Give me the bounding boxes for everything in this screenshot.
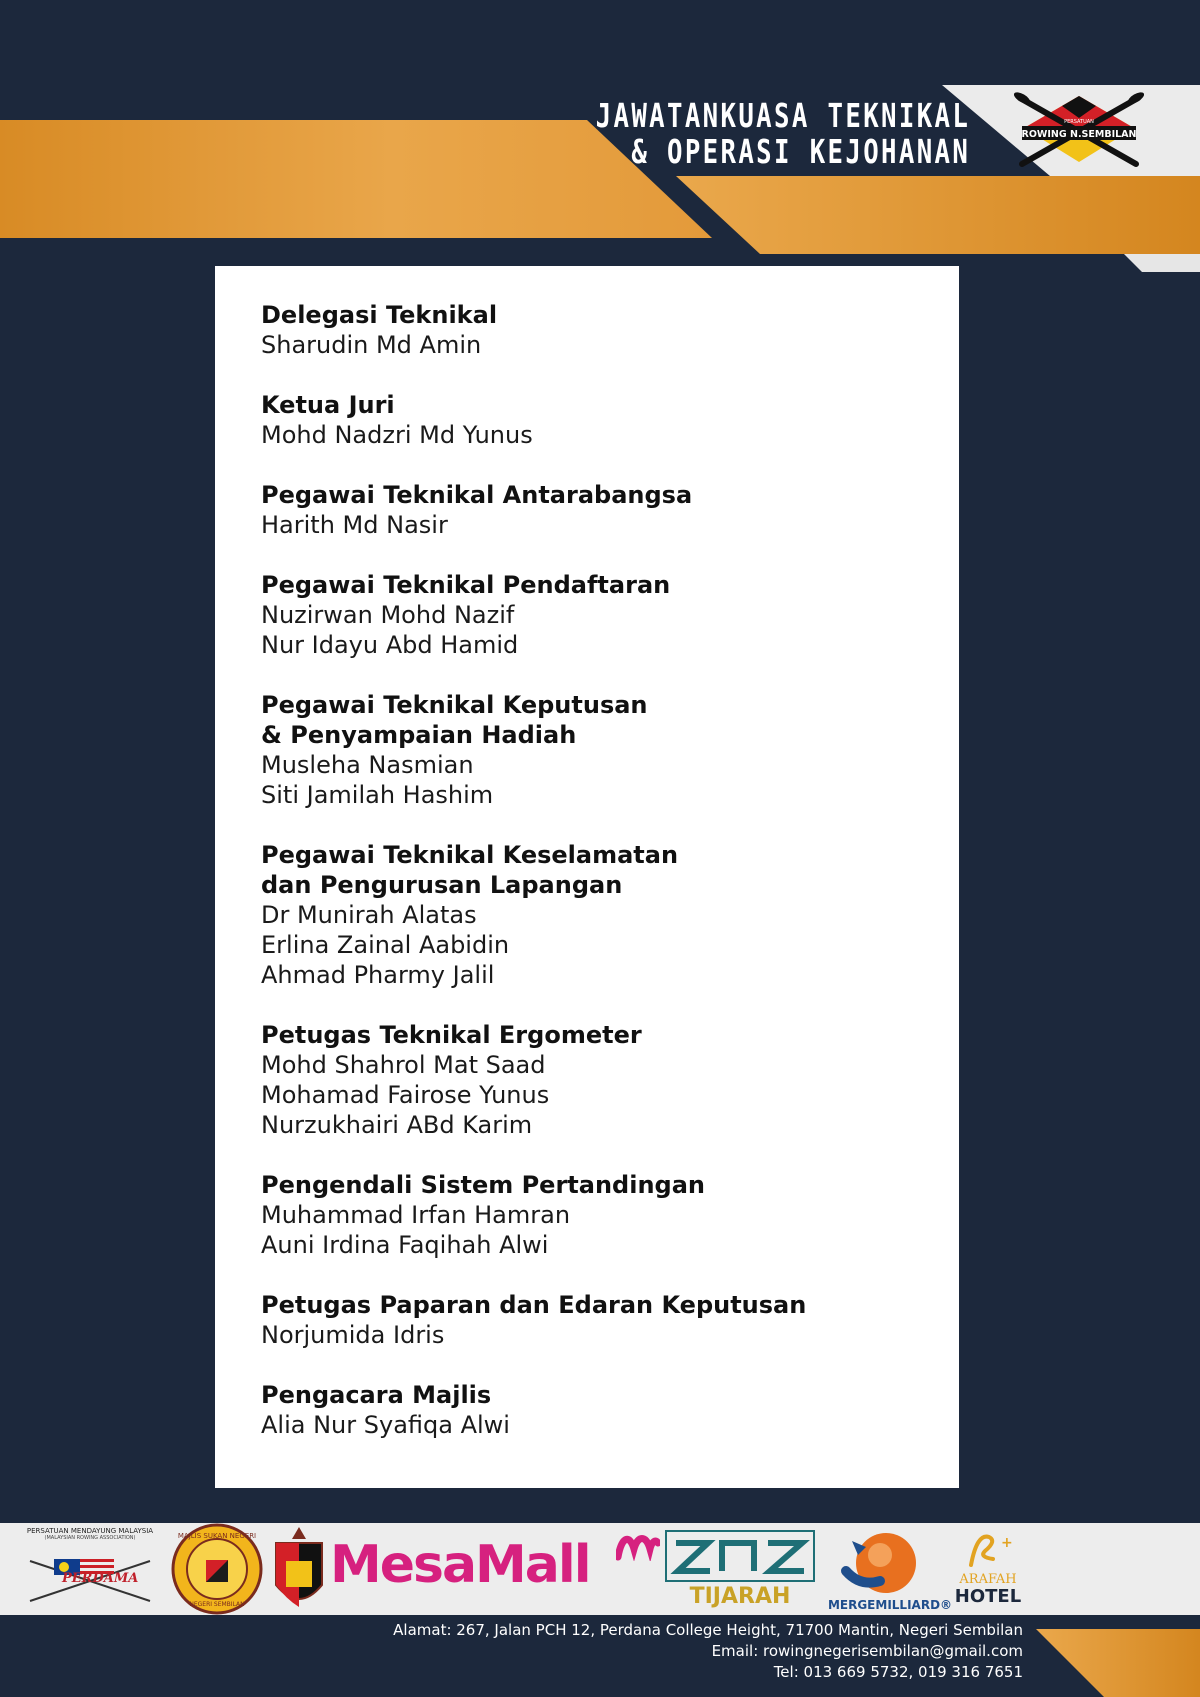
mesamall-m-mark (616, 1531, 660, 1561)
member-name: Sharudin Md Amin (261, 331, 482, 359)
section-title: Pegawai Teknikal Pendaftaran (261, 571, 671, 599)
perdama-name: PERDAMA (62, 1571, 139, 1586)
committee-section (261, 1380, 941, 1440)
committee-section (261, 480, 941, 540)
committee-section (261, 690, 941, 810)
member-name: Mohd Nadzri Md Yunus (261, 421, 533, 449)
committee-list (261, 300, 941, 1470)
header-title-line1: JAWATANKUASA TEKNIKAL (595, 96, 970, 135)
section-title: Delegasi Teknikal (261, 301, 498, 329)
member-name: Nuzirwan Mohd Nazif (261, 601, 515, 629)
member-name: Alia Nur Syafiqa Alwi (261, 1411, 510, 1439)
header-title-line2: & OPERASI KEJOHANAN (631, 132, 970, 171)
mergemilliard-logo (820, 1525, 960, 1613)
orange-band-right (676, 176, 1200, 254)
perdama-sub-text: (MALAYSIAN ROWING ASSOCIATION) (44, 1535, 136, 1541)
footer-tel: Tel: 013 669 5732, 019 316 7651 (773, 1663, 1023, 1681)
perdama-logo (10, 1527, 170, 1613)
footer-address: Alamat: 267, Jalan PCH 12, Perdana College Height, 71700 Mantin, Negeri Sembilan (393, 1621, 1023, 1639)
member-name: Norjumida Idris (261, 1321, 445, 1349)
member-name: Dr Munirah Alatas (261, 901, 477, 929)
mergemilliard-text: MERGEMILLIARD® (827, 1598, 953, 1612)
footer-email[interactable]: Email: rowingnegerisembilan@gmail.com (711, 1642, 1023, 1660)
footer-contact (393, 1620, 1023, 1683)
arafah-hotel-logo (948, 1529, 1028, 1613)
member-name: Musleha Nasmian (261, 751, 474, 779)
section-title: Pengendali Sistem Pertandingan (261, 1171, 705, 1199)
rowing-ns-logo (1014, 92, 1144, 176)
logo-small-text: PERSATUAN (1064, 119, 1094, 125)
sponsor-strip (0, 1523, 1200, 1615)
hotel-text: HOTEL (954, 1586, 1022, 1607)
tijarah-logo (664, 1529, 816, 1609)
member-name: Erlina Zainal Aabidin (261, 931, 510, 959)
member-name: Nur Idayu Abd Hamid (261, 631, 519, 659)
section-title: Petugas Paparan dan Edaran Keputusan (261, 1291, 807, 1319)
msn-seal (170, 1522, 264, 1616)
arafah-text: ARAFAH (959, 1572, 1017, 1587)
svg-text:+: + (1001, 1535, 1013, 1551)
header-title (595, 98, 970, 170)
committee-section (261, 300, 941, 360)
section-title: Pegawai Teknikal Keputusan & Penyampaian Hadiah (261, 691, 648, 749)
white-band-small (1124, 254, 1200, 272)
arafah-mark-icon (963, 1529, 1013, 1569)
tijarah-text: TIJARAH (689, 1584, 791, 1609)
committee-section (261, 1290, 941, 1350)
section-title: Pengacara Majlis (261, 1381, 492, 1409)
section-title: Ketua Juri (261, 391, 395, 419)
member-name: Muhammad Irfan Hamran (261, 1201, 571, 1229)
committee-section (261, 1020, 941, 1140)
member-name: Harith Md Nasir (261, 511, 448, 539)
section-title: Petugas Teknikal Ergometer (261, 1021, 642, 1049)
section-title: Pegawai Teknikal Keselamatan dan Pengurusan Lapangan (261, 841, 679, 899)
committee-section (261, 570, 941, 660)
committee-section (261, 390, 941, 450)
msn-bottom-text: NEGERI SEMBILAN (189, 1601, 245, 1608)
msn-top-text: MAJLIS SUKAN NEGERI (177, 1532, 257, 1540)
committee-section (261, 1170, 941, 1260)
content-card (215, 266, 959, 1488)
member-name: Siti Jamilah Hashim (261, 781, 494, 809)
member-name: Mohamad Fairose Yunus (261, 1081, 550, 1109)
member-name: Ahmad Pharmy Jalil (261, 961, 495, 989)
mesamall-logo (330, 1535, 590, 1595)
negeri-sembilan-shield (272, 1525, 326, 1615)
member-name: Mohd Shahrol Mat Saad (261, 1051, 546, 1079)
committee-section (261, 840, 941, 990)
member-name: Nurzukhairi ABd Karim (261, 1111, 533, 1139)
logo-main-text: ROWING N.SEMBILAN (1021, 129, 1137, 140)
member-name: Auni Irdina Faqihah Alwi (261, 1231, 549, 1259)
section-title: Pegawai Teknikal Antarabangsa (261, 481, 693, 509)
mesamall-text: MesaMall (330, 1535, 590, 1595)
footer-corner-accent (1020, 1617, 1200, 1697)
perdama-header-text: PERSATUAN MENDAYUNG MALAYSIA (26, 1527, 154, 1535)
